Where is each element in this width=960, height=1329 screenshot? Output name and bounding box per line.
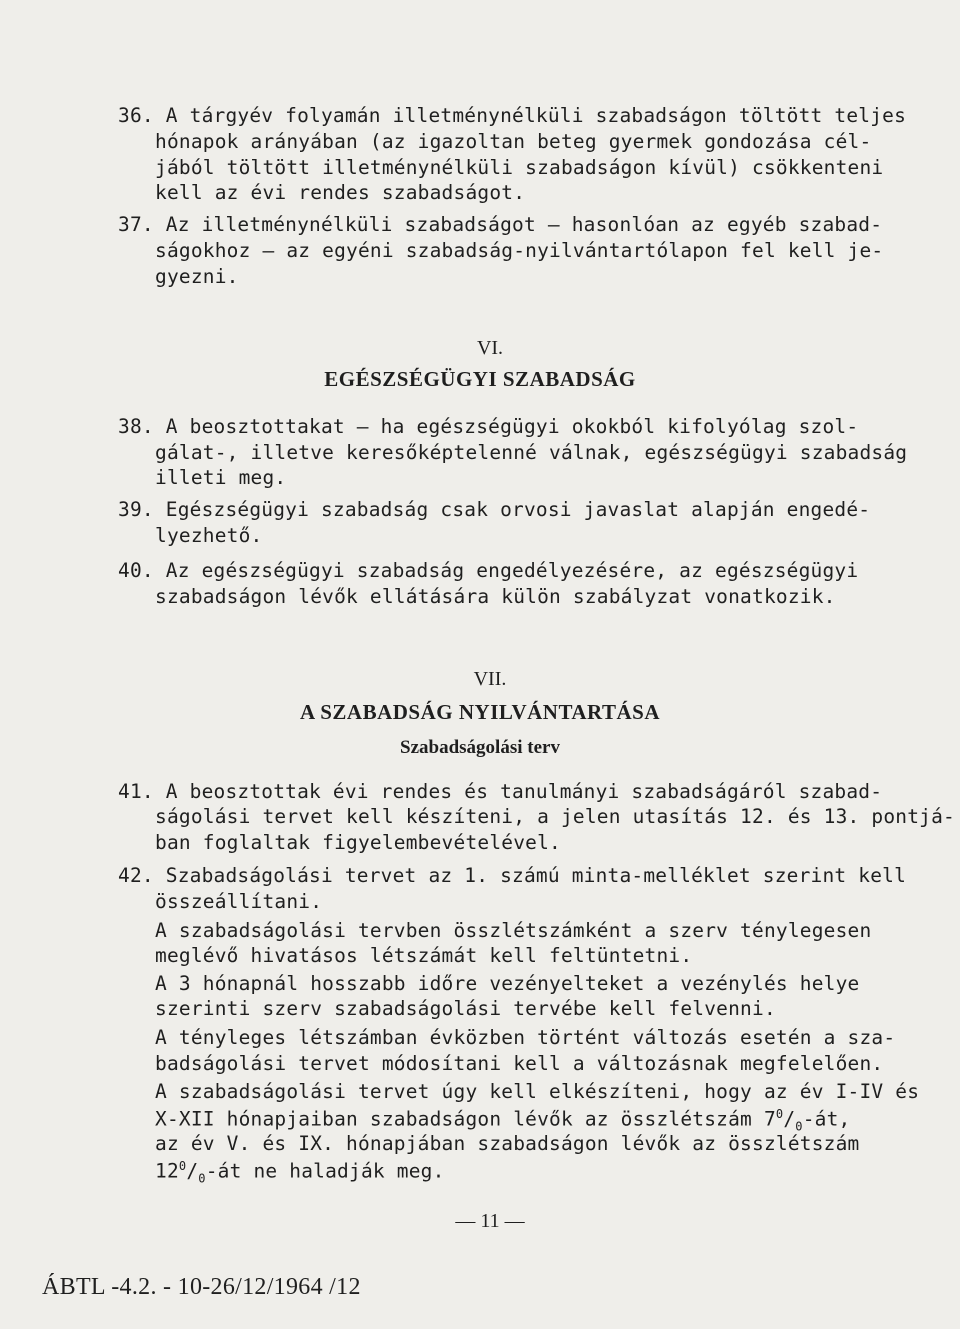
para-37-line-2: ságokhoz — az egyéni szabadság-nyilvántartólapon fel kell je- xyxy=(155,239,884,262)
para-42d-line-2 xyxy=(155,1108,850,1132)
para-38-line-1: 38. A beosztottakat — ha egészségügyi okokból kifolyólag szol- xyxy=(118,415,859,438)
para-39-line-2: lyezhető. xyxy=(155,524,263,547)
para-42-line-1: 42. Szabadságolási tervet az 1. számú minta-melléklet szerint kell xyxy=(118,864,907,887)
para-37-line-3: gyezni. xyxy=(155,265,239,288)
para-38-line-2: gálat-, illetve keresőképtelenné válnak, egészségügyi szabadság xyxy=(155,441,908,464)
para-42d-line-4-end: -át ne haladják meg. xyxy=(205,1159,445,1183)
para-36-line-1: 36. A tárgyév folyamán illetménynélküli szabadságon töltött teljes xyxy=(118,104,907,127)
para-42d-line-2-end: -át, xyxy=(802,1107,851,1131)
para-42d-line-2-text: X-XII hónapjaiban szabadságon lévők az összlétszám 7 xyxy=(155,1107,776,1131)
para-38-line-3: illeti meg. xyxy=(155,466,287,489)
para-37-line-1: 37. Az illetménynélküli szabadságot — hasonlóan az egyéb szabad- xyxy=(118,213,883,236)
para-42d-line-1: A szabadságolási tervet úgy kell elkészíteni, hogy az év I-IV és xyxy=(155,1080,920,1103)
percent-sub: 0 xyxy=(795,1119,803,1134)
para-36-line-4: kell az évi rendes szabadságot. xyxy=(155,181,526,204)
para-42d-line-4 xyxy=(155,1160,445,1184)
para-42c-line-1: A tényleges létszámban évközben történt változás esetén a sza- xyxy=(155,1026,896,1049)
section-vi-title: EGÉSZSÉGÜGYI SZABADSÁG xyxy=(324,367,636,391)
para-41-line-3: ban foglaltak figyelembevételével. xyxy=(155,831,561,854)
section-vii-title: A SZABADSÁG NYILVÁNTARTÁSA xyxy=(299,700,660,724)
para-42c-line-2: badságolási tervet módosítani kell a változásnak megfelelően. xyxy=(155,1052,884,1075)
para-39-line-1: 39. Egészségügyi szabadság csak orvosi javaslat alapján engedé- xyxy=(118,498,871,521)
archive-code: ÁBTL -4.2. - 10-26/12/1964 /12 xyxy=(42,1274,361,1300)
section-vi-number: VI. xyxy=(476,337,504,359)
para-42b-line-1: A 3 hónapnál hosszabb időre vezényelteket a vezénylés helye xyxy=(155,972,860,995)
para-36-line-2: hónapok arányában (az igazoltan beteg gyermek gondozása cél- xyxy=(155,130,872,153)
section-vii-number: VII. xyxy=(473,668,507,690)
percent-slash-2: / xyxy=(186,1159,199,1183)
para-42a-line-1: A szabadságolási tervben összlétszámként a szerv ténylegesen xyxy=(155,919,872,942)
percent-sub-2: 0 xyxy=(198,1171,206,1186)
percent-slash: / xyxy=(783,1107,796,1131)
para-36-line-3: jából töltött illetménynélküli szabadságon kívül) csökkenteni xyxy=(155,156,884,179)
para-41-line-1: 41. A beosztottak évi rendes és tanulmányi szabadságáról szabad- xyxy=(118,780,883,803)
percent-sup-2: 0 xyxy=(178,1159,187,1173)
percent-sup: 0 xyxy=(775,1107,784,1121)
para-42d-line-3: az év V. és IX. hónapjában szabadságon lévők az összlétszám xyxy=(155,1132,860,1155)
para-40-line-2: szabadságon lévők ellátására külön szabályzat vonatkozik. xyxy=(155,585,836,608)
section-vii-subtitle: Szabadságolási terv xyxy=(400,737,560,758)
page-number: — 11 — xyxy=(455,1210,525,1232)
para-42b-line-2: szerinti szerv szabadságolási tervébe kell felvenni. xyxy=(155,997,776,1020)
para-42d-line-4-text: 12 xyxy=(155,1159,179,1183)
para-42-line-2: összeállítani. xyxy=(155,890,323,913)
para-40-line-1: 40. Az egészségügyi szabadság engedélyezésére, az egészségügyi xyxy=(118,559,859,582)
para-41-line-2: ságolási tervet kell készíteni, a jelen utasítás 12. és 13. pontjá- xyxy=(155,805,955,828)
para-42a-line-2: meglévő hivatásos létszámát kell feltüntetni. xyxy=(155,944,693,967)
